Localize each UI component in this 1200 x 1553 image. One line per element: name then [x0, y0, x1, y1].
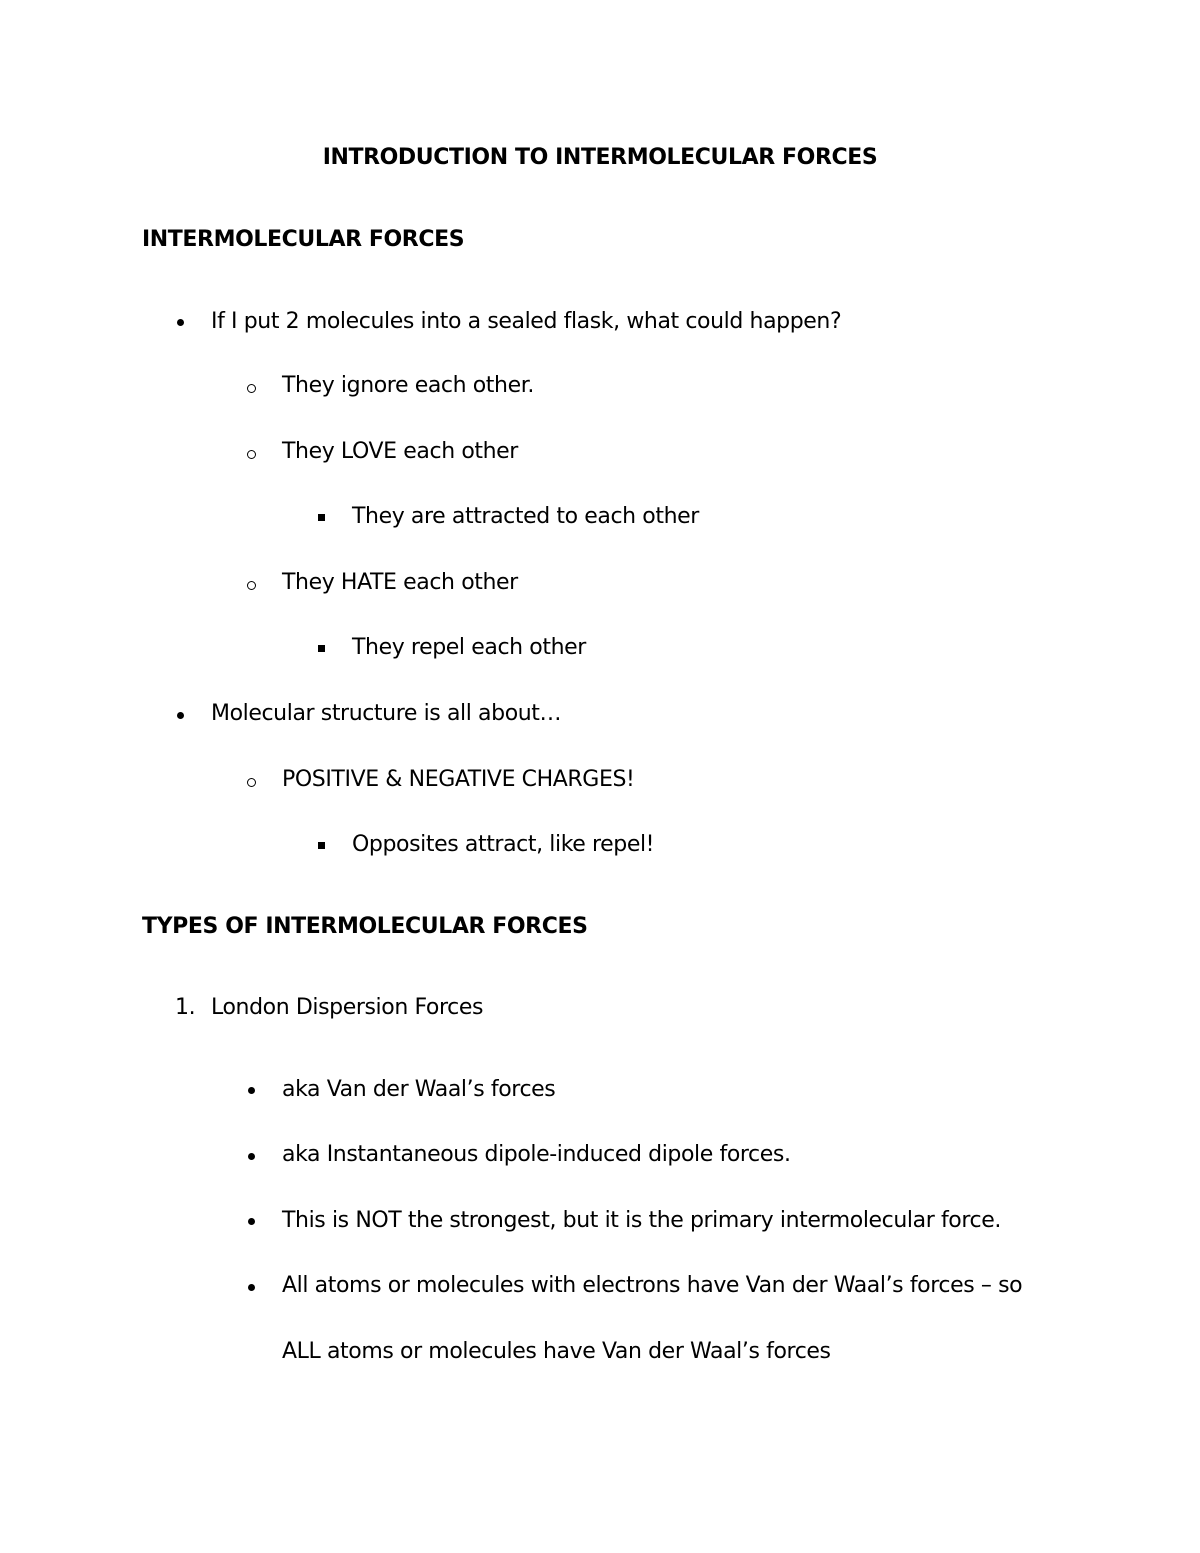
section-heading-intermolecular-forces: INTERMOLECULAR FORCES	[142, 227, 465, 252]
bullet-icon	[177, 319, 184, 326]
bullet-icon	[248, 1218, 255, 1225]
bullet-icon	[248, 1284, 255, 1291]
page-title: INTRODUCTION TO INTERMOLECULAR FORCES	[322, 145, 878, 170]
sub-bullet-love: They LOVE each other	[282, 439, 518, 464]
list-number: 1.	[175, 995, 196, 1020]
numbered-item-london-dispersion: London Dispersion Forces	[211, 995, 484, 1020]
square-bullet-icon	[318, 645, 325, 652]
detail-repel: They repel each other	[352, 635, 586, 660]
circle-bullet-icon	[247, 450, 256, 459]
point-all-atoms-line1: All atoms or molecules with electrons have Van der Waal’s forces – so	[282, 1273, 1023, 1298]
bullet-molecular-structure: Molecular structure is all about…	[211, 701, 562, 726]
sub-bullet-ignore: They ignore each other.	[282, 373, 534, 398]
bullet-icon	[177, 712, 184, 719]
circle-bullet-icon	[247, 778, 256, 787]
detail-opposites-attract: Opposites attract, like repel!	[352, 832, 655, 857]
square-bullet-icon	[318, 514, 325, 521]
point-instantaneous-dipole: aka Instantaneous dipole-induced dipole forces.	[282, 1142, 791, 1167]
point-van-der-waals: aka Van der Waal’s forces	[282, 1077, 556, 1102]
circle-bullet-icon	[247, 384, 256, 393]
square-bullet-icon	[318, 842, 325, 849]
detail-attracted: They are attracted to each other	[352, 504, 699, 529]
circle-bullet-icon	[247, 581, 256, 590]
bullet-icon	[248, 1153, 255, 1160]
section-heading-types: TYPES OF INTERMOLECULAR FORCES	[142, 914, 588, 939]
point-not-strongest: This is NOT the strongest, but it is the primary intermolecular force.	[282, 1208, 1001, 1233]
bullet-icon	[248, 1087, 255, 1094]
point-all-atoms-line2: ALL atoms or molecules have Van der Waal’s forces	[282, 1339, 831, 1364]
sub-bullet-hate: They HATE each other	[282, 570, 518, 595]
sub-bullet-charges: POSITIVE & NEGATIVE CHARGES!	[282, 767, 635, 792]
bullet-flask-question: If I put 2 molecules into a sealed flask, what could happen?	[211, 309, 842, 334]
